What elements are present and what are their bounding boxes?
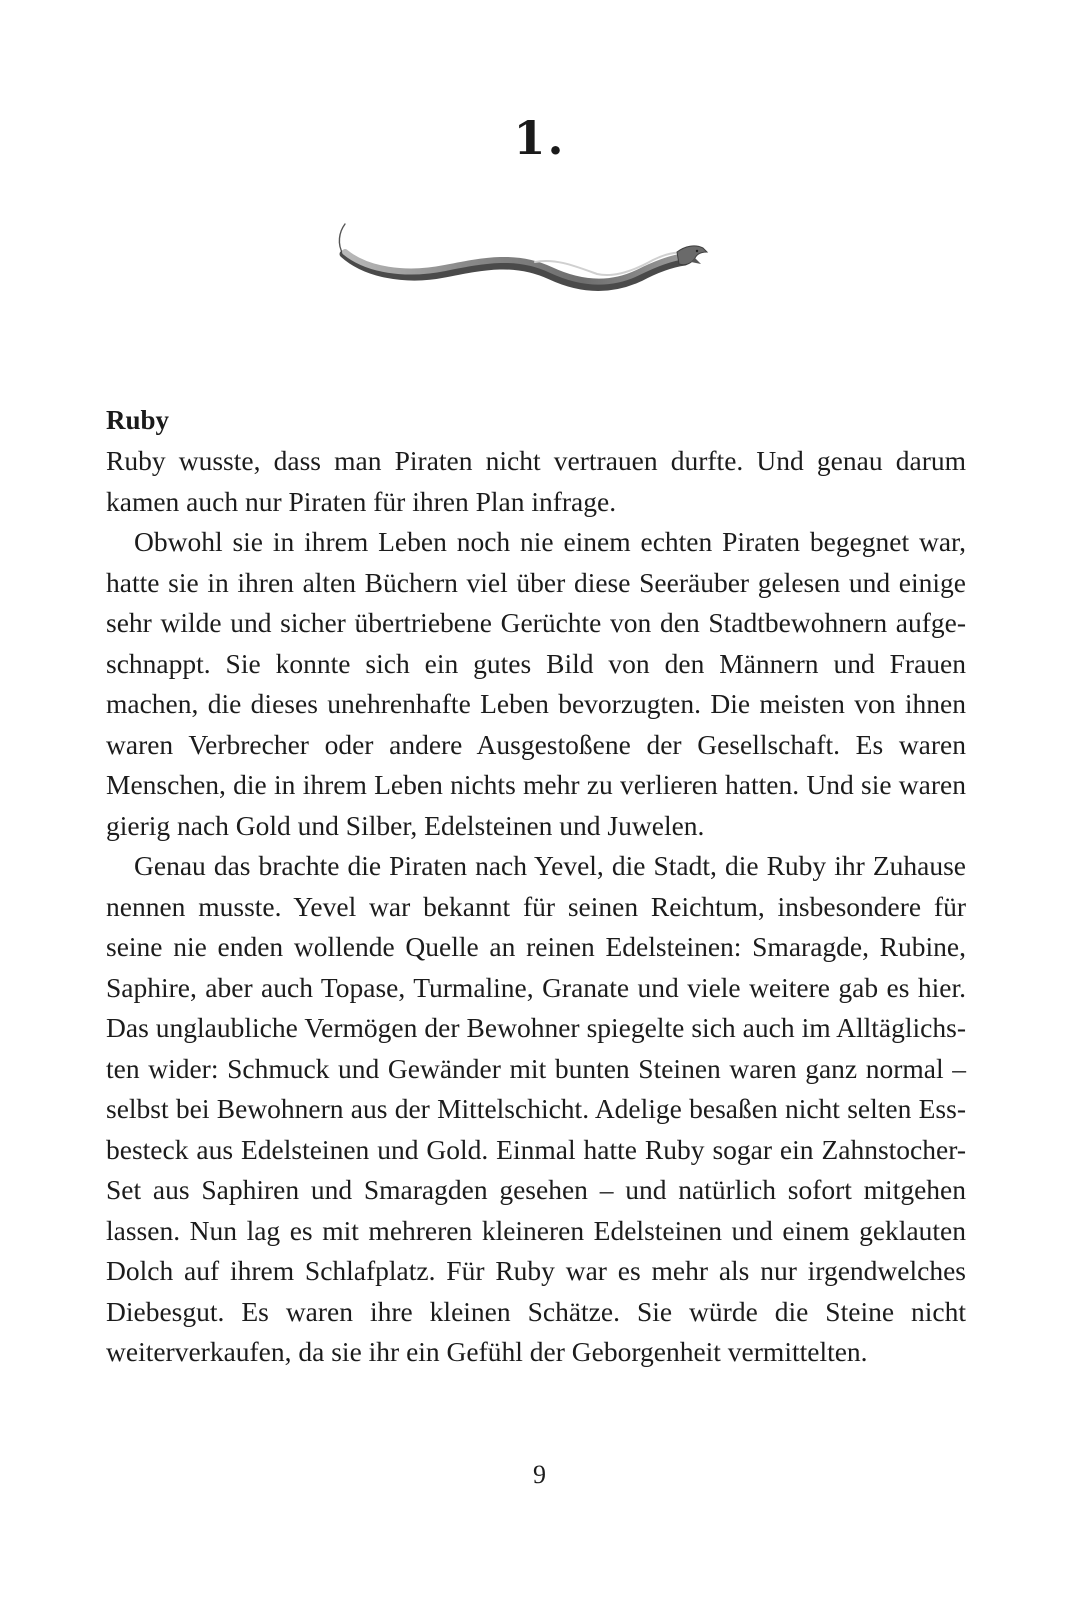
chapter-number: 1. <box>513 111 566 165</box>
body-text <box>106 441 966 1373</box>
page-number: 9 <box>533 1460 546 1489</box>
paragraph: Ruby wusste, dass man Piraten nicht vertrauen durfte. Und genau darum kamen auch nur Piraten für ihren Plan infrage. <box>106 445 966 517</box>
paragraph: Obwohl sie in ihrem Leben noch nie einem echten Piraten begegnet war, hatte sie in ihren alten Büchern viel über diese Seeräuber gelesen und einige sehr wilde und sicher übertriebene Gerüchte von den Stadtbewohnern aufgeschnappt. Sie konnte sich ein gutes Bild von den Männern und Frauen machen, die dieses unehrenhafte Leben bevorzugten. Die meisten von ihnen waren Verbrecher oder andere Ausgestoßene der Gesellschaft. Es waren Menschen, die in ihrem Leben nichts mehr zu verlieren hatten. Und sie waren gierig nach Gold und Silber, Edelsteinen und Juwelen. <box>106 526 966 841</box>
paragraph: Genau das brachte die Piraten nach Yevel, die Stadt, die Ruby ihr Zuhause nennen musste. Yevel war bekannt für seinen Reichtum, insbesondere für seine nie enden wollende Quelle an reinen Edelsteinen: Smaragde, Rubine, Saphire, aber auch Topase, Turmaline, Granate und viele weitere gab es hier. Das unglaubliche Vermögen der Bewohner spiegelte sich auch im Alltäglichsten wider: Schmuck und Gewänder mit bunten Steinen waren ganz normal – selbst bei Bewohnern aus der Mittelschicht. Adelige besaßen nicht selten Essbesteck aus Edelsteinen und Gold. Einmal hatte Ruby sogar ein Zahnstocher-Set aus Saphiren und Smaragden gesehen – und natürlich sofort mitgehen lassen. Nun lag es mit mehreren kleineren Edelsteinen und einem geklauten Dolch auf ihrem Schlafplatz. Für Ruby war es mehr als nur irgendwelches Diebesgut. Es waren ihre kleinen Schätze. Sie würde die Steine nicht weiterverkaufen, da sie ihr ein Gefühl der Geborgenheit vermittelten. <box>106 850 966 1367</box>
sea-serpent-icon <box>335 218 715 308</box>
section-heading: Ruby <box>106 405 170 435</box>
